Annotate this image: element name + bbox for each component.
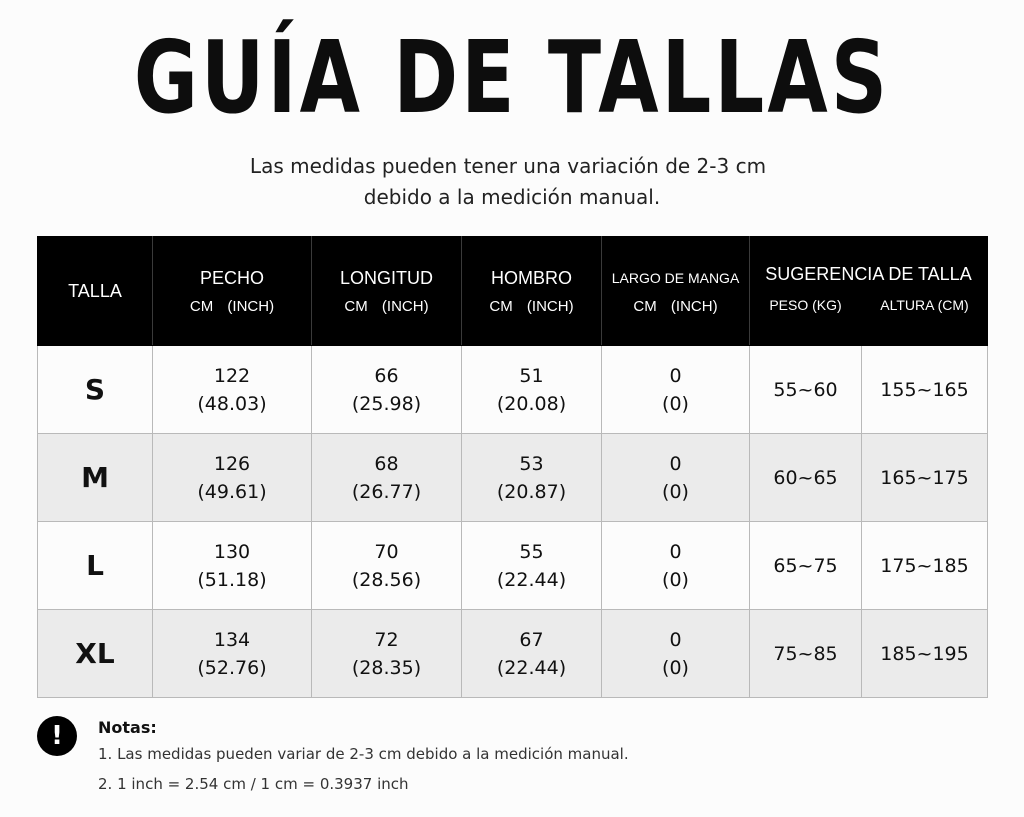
pecho-cell [153,522,312,610]
manga-cell [602,610,750,698]
longitud-inch: (28.35) [351,656,422,679]
table-row [38,346,988,434]
pecho-cell [153,434,312,522]
header-manga [602,237,750,346]
altura-cell: 185~195 [862,610,988,698]
manga-cm: 0 [669,452,682,475]
hombro-inch: (22.44) [496,656,567,679]
header-altura: ALTURA (CM) [862,289,988,346]
peso-cell: 55~60 [750,346,862,434]
longitud-cm: 72 [374,628,399,651]
hombro-cm: 67 [519,628,544,651]
longitud-inch: (25.98) [351,392,422,415]
header-hombro-label: HOMBRO [491,267,572,288]
pecho-cell [153,610,312,698]
hombro-cell [462,434,602,522]
altura-cell: 175~185 [862,522,988,610]
header-peso: PESO (KG) [750,289,862,346]
table-body [38,346,988,698]
longitud-cm: 70 [374,540,399,563]
longitud-cell [312,610,462,698]
hombro-cm: 53 [519,452,544,475]
peso-cell: 60~65 [750,434,862,522]
pecho-cm: 122 [213,364,251,387]
hombro-cell [462,522,602,610]
manga-cm: 0 [669,628,682,651]
pecho-inch: (49.61) [197,480,267,503]
hombro-inch: (22.44) [496,568,567,591]
subtitle-line-1: Las medidas pueden tener una variación de 2-3 cm [249,154,767,178]
header-manga-unit: CM (INCH) [633,297,718,315]
manga-inch: (0) [662,656,689,679]
header-longitud-label: LONGITUD [339,267,433,288]
hombro-inch: (20.08) [496,392,567,415]
header-sugerencia [750,237,988,290]
header-sugerencia-label: SUGERENCIA DE TALLA [765,264,972,284]
header-talla-label: TALLA [68,281,122,301]
size-label: XL [38,610,153,698]
hombro-cell [462,610,602,698]
header-hombro-unit: CM (INCH) [489,297,574,315]
pecho-inch: (52.76) [197,656,267,679]
hombro-cm: 55 [519,540,544,563]
pecho-inch: (48.03) [197,392,267,415]
peso-cell: 65~75 [750,522,862,610]
note-item-2: 2. 1 inch = 2.54 cm / 1 cm = 0.3937 inch [98,775,409,793]
pecho-cell [153,346,312,434]
hombro-cell [462,346,602,434]
altura-cell: 155~165 [862,346,988,434]
note-item-1: 1. Las medidas pueden variar de 2-3 cm debido a la medición manual. [98,745,629,763]
longitud-cm: 68 [374,452,399,475]
manga-cell [602,346,750,434]
page-title: GUÍA DE TALLAS [133,19,891,136]
longitud-cell [312,346,462,434]
hombro-cm: 51 [519,364,544,387]
manga-inch: (0) [662,480,689,503]
altura-cell: 165~175 [862,434,988,522]
pecho-cm: 134 [213,628,251,651]
header-pecho-unit: CM (INCH) [189,297,275,315]
pecho-cm: 126 [213,452,251,475]
header-longitud-unit: CM (INCH) [344,297,429,315]
exclamation-icon: ! [37,716,77,756]
manga-cell [602,522,750,610]
pecho-inch: (51.18) [197,568,267,591]
size-chart-table [37,236,988,698]
subtitle-line-2: debido a la medición manual. [363,185,661,209]
header-pecho [153,237,312,346]
hombro-inch: (20.87) [496,480,567,503]
table-header [38,237,988,346]
longitud-inch: (28.56) [351,568,422,591]
size-label: M [38,434,153,522]
header-hombro [462,237,602,346]
manga-inch: (0) [662,392,689,415]
size-label: S [38,346,153,434]
longitud-inch: (26.77) [351,480,422,503]
table-row [38,434,988,522]
manga-cell [602,434,750,522]
manga-cm: 0 [669,540,682,563]
header-pecho-label: PECHO [199,267,264,288]
longitud-cm: 66 [374,364,399,387]
peso-cell: 75~85 [750,610,862,698]
notes-title: Notas: [98,718,157,737]
table-row [38,522,988,610]
header-manga-label: LARGO DE MANGA [611,269,740,286]
longitud-cell [312,434,462,522]
header-longitud [312,237,462,346]
manga-inch: (0) [662,568,689,591]
manga-cm: 0 [669,364,682,387]
size-label: L [38,522,153,610]
pecho-cm: 130 [213,540,251,563]
longitud-cell [312,522,462,610]
header-talla [38,237,153,346]
table-row [38,610,988,698]
